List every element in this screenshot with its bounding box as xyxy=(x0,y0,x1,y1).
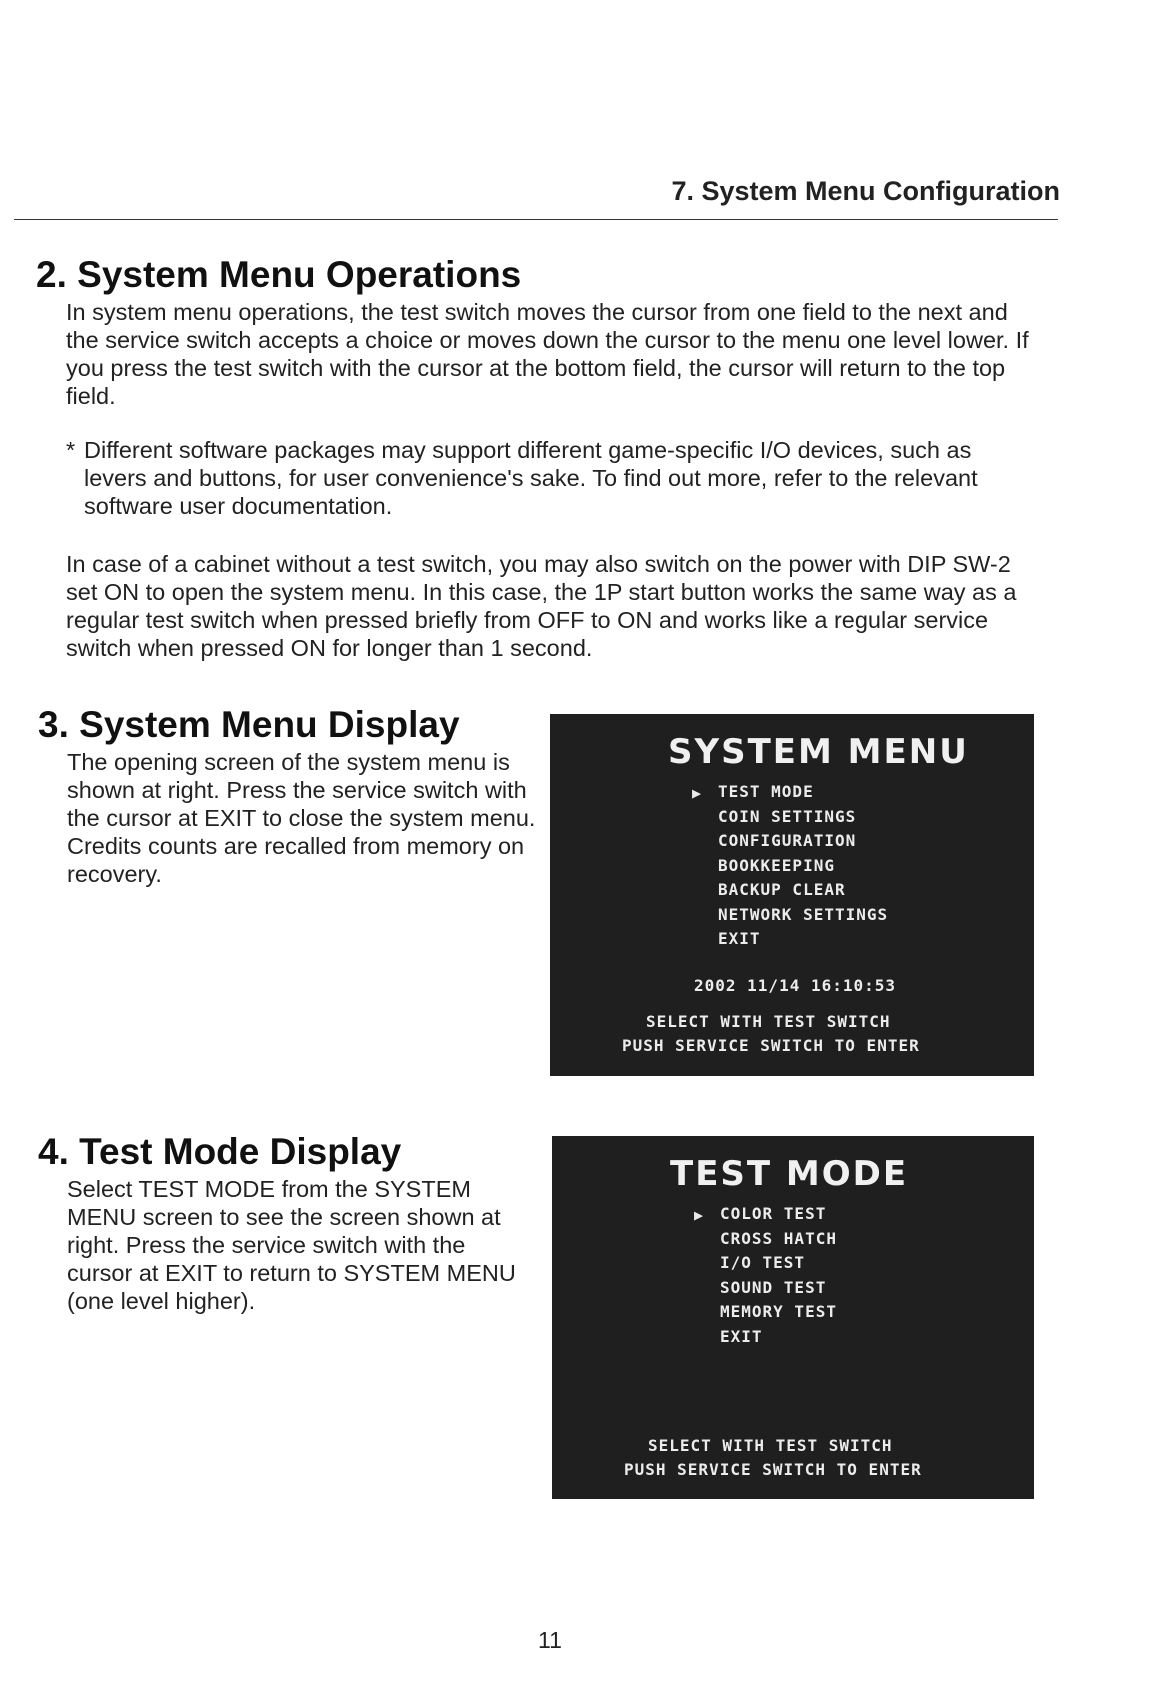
menu-item-color-test: COLOR TEST xyxy=(720,1204,827,1223)
chapter-header: 7. System Menu Configuration xyxy=(671,176,1060,206)
cursor-arrow-icon: ▶ xyxy=(694,1206,704,1224)
menu-item-io-test: I/O TEST xyxy=(720,1253,806,1272)
display-paragraph: The opening screen of the system menu is shown at right. Press the service switch with the cursor at EXIT to close the system menu. Credits counts are recalled from memory on recovery. xyxy=(67,749,536,887)
menu-item-exit: EXIT xyxy=(720,1326,763,1346)
page-number: 11 xyxy=(538,1627,562,1653)
screen-datetime: 2002 11/14 16:10:53 xyxy=(694,976,897,995)
note-asterisk: * xyxy=(66,437,76,463)
menu-item-backup-clear: BACKUP CLEAR xyxy=(718,880,846,899)
screen-instruction-enter: PUSH SERVICE SWITCH TO ENTER xyxy=(622,1036,920,1055)
menu-item-exit: EXIT xyxy=(718,929,761,948)
screen-instruction-enter: PUSH SERVICE SWITCH TO ENTER xyxy=(624,1460,922,1479)
menu-item-bookkeeping: BOOKKEEPING xyxy=(718,855,835,875)
menu-item-cross-hatch: CROSS HATCH xyxy=(720,1228,837,1248)
system-menu-list xyxy=(718,780,888,952)
system-menu-screenshot xyxy=(550,714,1034,1076)
screen-instruction-select: SELECT WITH TEST SWITCH xyxy=(648,1436,893,1455)
menu-item-test-mode: TEST MODE xyxy=(718,782,814,801)
screen-instruction-select: SELECT WITH TEST SWITCH xyxy=(646,1012,891,1031)
cursor-arrow-icon: ▶ xyxy=(692,784,702,802)
section-heading-operations: 2. System Menu Operations xyxy=(36,254,522,295)
operations-paragraph: In system menu operations, the test switch moves the cursor from one field to the next and the service switch accepts a choice or moves down the cursor to the menu one level lower. If you press the test switch with the cursor at the bottom field, the cursor will return to the top field. xyxy=(66,299,1029,409)
software-note xyxy=(66,436,1038,520)
note-text: Different software packages may support different game-specific I/O devices, such as levers and buttons, for user convenience's sake. To find out more, refer to the relevant software user documentation. xyxy=(84,437,978,519)
test-mode-screenshot xyxy=(552,1136,1034,1499)
menu-item-coin-settings: COIN SETTINGS xyxy=(718,806,857,826)
screen-title: SYSTEM MENU xyxy=(668,732,969,772)
screen-title: TEST MODE xyxy=(670,1154,909,1194)
menu-item-configuration: CONFIGURATION xyxy=(718,831,857,850)
menu-item-network-settings: NETWORK SETTINGS xyxy=(718,904,889,924)
cabinet-paragraph: In case of a cabinet without a test switch, you may also switch on the power with DIP SW-2 set ON to open the system menu. In this case, the 1P start button works the same way as a regular test switch when pressed briefly from OFF to ON and works like a regular service switch when pressed ON for longer than 1 second. xyxy=(66,551,1017,661)
test-mode-list xyxy=(720,1202,837,1349)
header-rule xyxy=(14,219,1058,220)
test-mode-paragraph: Select TEST MODE from the SYSTEM MENU screen to see the screen shown at right. Press the service switch with the cursor at EXIT to return to SYSTEM MENU (one level higher). xyxy=(67,1176,516,1314)
menu-item-sound-test: SOUND TEST xyxy=(720,1277,827,1297)
menu-item-memory-test: MEMORY TEST xyxy=(720,1302,837,1321)
section-heading-display: 3. System Menu Display xyxy=(38,704,460,745)
section-heading-test-mode: 4. Test Mode Display xyxy=(38,1131,402,1172)
